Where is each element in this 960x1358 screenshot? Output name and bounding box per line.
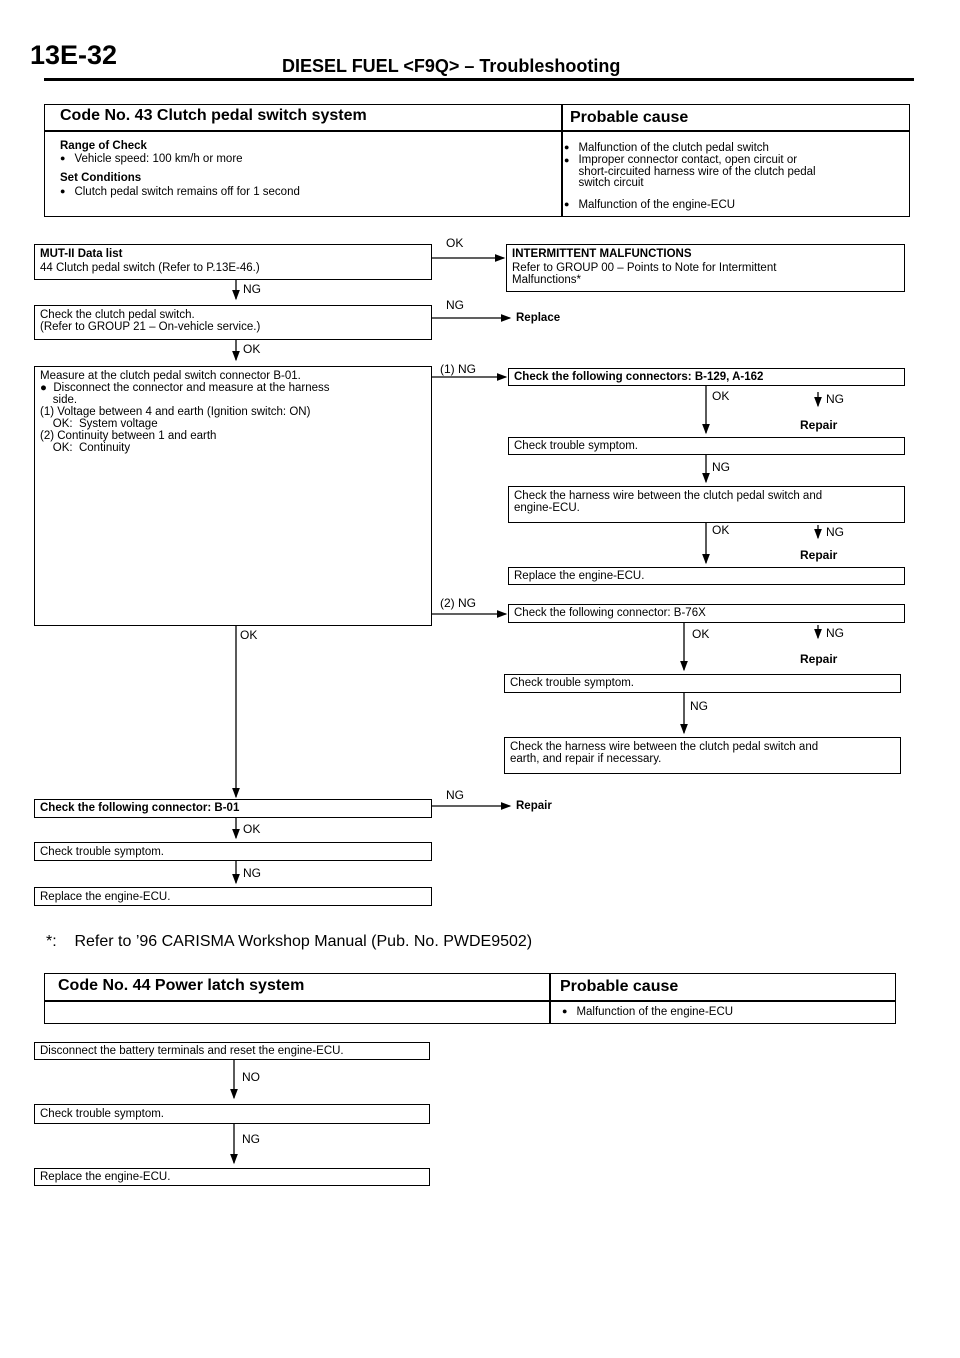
measure-text: Measure at the clutch pedal switch connector B-01. ● Disconnect the connector and measure at the harness side. (1) Voltage between 4 and earth (Ignition switch: ON) OK: System voltage (2) Continuity between 1 and earth OK: Continuity [40, 370, 330, 454]
code44-table-divider-v [549, 973, 551, 1024]
ng-label: NG [826, 392, 844, 406]
check-connector-b01-text: Check the following connector: B-01 [40, 802, 240, 814]
intermittent-text: Refer to GROUP 00 – Points to Note for Intermittent Malfunctions* [512, 262, 777, 286]
check-harness-text-2: Check the harness wire between the clutch pedal switch and earth, and repair if necessary. [510, 741, 819, 765]
set-item: ● Clutch pedal switch remains off for 1 second [60, 186, 300, 198]
ng1-label: (1) NG [440, 362, 476, 376]
range-label: Range of Check [60, 140, 147, 152]
check-trouble-text-3: Check trouble symptom. [40, 846, 164, 858]
page-title: DIESEL FUEL <F9Q> – Troubleshooting [282, 56, 621, 76]
repair-label-3: Repair [800, 652, 838, 666]
repair-label-1: Repair [800, 418, 838, 432]
ok-label: OK [240, 628, 258, 642]
bullet-icon: ● [564, 155, 570, 165]
code44-table-divider-h [44, 1000, 896, 1002]
code43-cause-header: Probable cause [570, 109, 689, 126]
replace-ecu-text-2: Replace the engine-ECU. [40, 891, 171, 903]
mut-title: MUT-II Data list [40, 248, 123, 260]
cause-text: Improper connector contact, open circuit or short-circuited harness wire of the clutch pedal switch circuit [578, 154, 816, 189]
check-trouble-text-2: Check trouble symptom. [510, 677, 634, 689]
code44-cause-header: Probable cause [560, 978, 679, 995]
ng-label: NG [826, 626, 844, 640]
replace-label: Replace [516, 312, 561, 324]
repair-label-2: Repair [800, 548, 838, 562]
no-label: NO [242, 1070, 260, 1084]
ng-label: NG [690, 699, 708, 713]
footnote: *: Refer to ’96 CARISMA Workshop Manual (Pub. No. PWDE9502) [46, 933, 533, 950]
set-label: Set Conditions [60, 172, 142, 184]
ng-label: NG [826, 525, 844, 539]
mut-text: 44 Clutch pedal switch (Refer to P.13E-46.) [40, 262, 260, 274]
ok-label: OK [243, 822, 261, 836]
code44-cause-item: ● Malfunction of the engine-ECU [562, 1006, 733, 1018]
ng-label: NG [243, 866, 261, 880]
ng-label: NG [446, 298, 464, 312]
ng2-label: (2) NG [440, 596, 476, 610]
ok-label: OK [692, 627, 710, 641]
check-trouble-44-text: Check trouble symptom. [40, 1108, 164, 1120]
ok-label: OK [243, 342, 261, 356]
repair-label-4: Repair [516, 800, 552, 812]
replace-ecu-text-1: Replace the engine-ECU. [514, 570, 645, 582]
ng-label: NG [446, 788, 464, 802]
ng-label: NG [243, 282, 261, 296]
cause-item: ● Malfunction of the clutch pedal switch [564, 142, 769, 154]
ok-label: OK [446, 236, 464, 250]
cause-item: ● Malfunction of the engine-ECU [564, 199, 735, 211]
code43-title: Code No. 43 Clutch pedal switch system [60, 107, 367, 124]
page-number: 13E-32 [30, 40, 118, 70]
ng-label: NG [242, 1132, 260, 1146]
range-item: ● Vehicle speed: 100 km/h or more [60, 153, 243, 165]
intermittent-title: INTERMITTENT MALFUNCTIONS [512, 248, 692, 260]
check-connector-b76x-text: Check the following connector: B-76X [514, 607, 706, 619]
ok-label: OK [712, 523, 730, 537]
ok-label: OK [712, 389, 730, 403]
disconnect-battery-text: Disconnect the battery terminals and reset the engine-ECU. [40, 1045, 344, 1057]
code44-title: Code No. 44 Power latch system [58, 977, 305, 994]
check-trouble-text-1: Check trouble symptom. [514, 440, 638, 452]
replace-ecu-44-text: Replace the engine-ECU. [40, 1171, 171, 1183]
check-connectors-text-1: Check the following connectors: B-129, A-162 [514, 371, 764, 383]
ng-label: NG [712, 460, 730, 474]
check-harness-text-1: Check the harness wire between the clutch pedal switch and engine-ECU. [514, 490, 823, 514]
check-switch-text: Check the clutch pedal switch. (Refer to GROUP 21 – On-vehicle service.) [40, 309, 261, 333]
